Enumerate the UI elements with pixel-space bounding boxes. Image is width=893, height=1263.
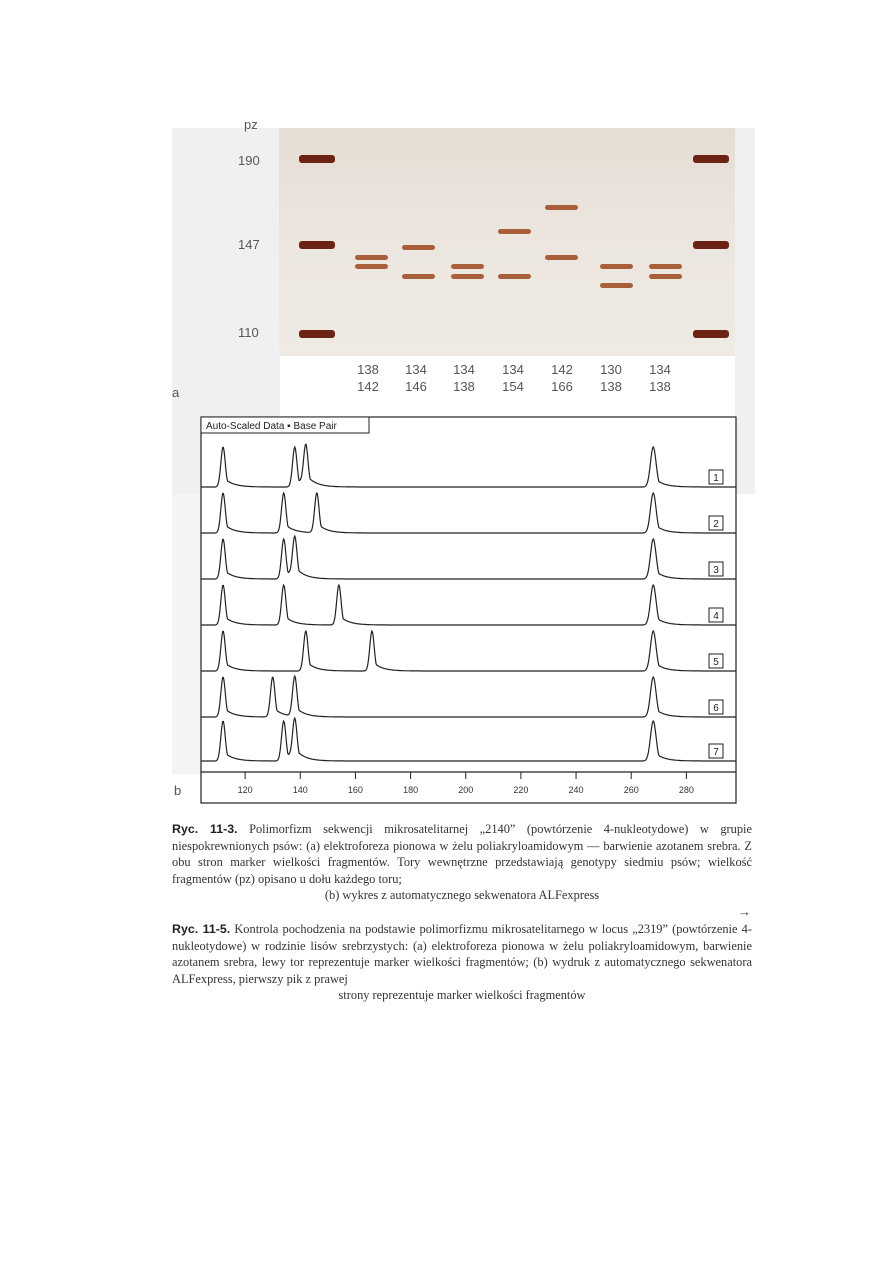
gel-image: [279, 128, 735, 356]
panel-label-a: a: [172, 385, 180, 400]
x-tick-label: 120: [237, 785, 253, 795]
sample-band: [649, 274, 682, 279]
trace-label: 3: [713, 565, 719, 576]
x-tick-label: 240: [568, 785, 584, 795]
marker-band: [299, 241, 335, 249]
lane-size-label: 134: [405, 362, 427, 377]
x-tick-label: 180: [403, 785, 419, 795]
lane-size-label: 138: [649, 379, 671, 394]
continuation-arrow: →: [738, 904, 751, 919]
caption-label: Ryc. 11-3.: [172, 822, 238, 836]
x-tick-label: 160: [347, 785, 363, 795]
marker-size-label: 190: [238, 153, 260, 168]
lane-size-label: 138: [357, 362, 379, 377]
sample-band: [600, 283, 633, 288]
sample-band: [451, 264, 484, 269]
marker-band: [299, 330, 335, 338]
marker-band: [693, 330, 729, 338]
sample-band: [649, 264, 682, 269]
electropherogram: [199, 415, 739, 805]
x-tick-label: 200: [458, 785, 474, 795]
x-tick-label: 140: [292, 785, 308, 795]
sample-band: [402, 274, 435, 279]
caption-last-line: strony reprezentuje marker wielkości fragmentów: [338, 988, 586, 1002]
gel-unit-label: pz: [244, 117, 258, 132]
lane-size-label: 154: [502, 379, 524, 394]
sample-band: [355, 264, 388, 269]
sample-band: [498, 274, 531, 279]
lane-size-label: 134: [649, 362, 671, 377]
sample-band: [451, 274, 484, 279]
lane-size-label: 146: [405, 379, 427, 394]
sample-band: [402, 245, 435, 250]
caption-text: Kontrola pochodzenia na podstawie polimorfizmu mikrosatelitarnego w locus „2319” (powtórzenie 4-nukleotydowe) w rodzinie lisów srebrzystych: (a) elektroforeza pionowa w żelu poliakryloamidowym, barwienie azotanem srebra, lewy tor reprezentuje marker wielkości fragmentów; (b) wydruk z automatycznego sekwenatora ALFexpress, pierwszy pik z prawej: [172, 922, 752, 986]
caption-label: Ryc. 11-5.: [172, 922, 231, 936]
trace-label: 4: [713, 611, 719, 622]
lane-size-label: 134: [453, 362, 475, 377]
marker-band: [693, 155, 729, 163]
caption-text: Polimorfizm sekwencji mikrosatelitarnej „2140” (powtórzenie 4-nukleotydowe) w grupie niespokrewnionych psów: (a) elektroforeza pionowa w żelu poliakryloamidowym — barwienie azotanem srebra. Z obu stron marker wielkości fragmentów. Tory wewnętrzne przedstawiają genotypy siedmiu psów; wielkość fragmentów (pz) opisano u dołu każdego toru;: [172, 822, 752, 886]
panel-label-b: b: [174, 783, 182, 798]
trace-label: 2: [713, 519, 719, 530]
marker-band: [299, 155, 335, 163]
lane-size-label: 130: [600, 362, 622, 377]
lane-size-label: 138: [453, 379, 475, 394]
lane-size-label: 142: [551, 362, 573, 377]
sample-band: [545, 255, 578, 260]
x-tick-label: 220: [513, 785, 529, 795]
legend-text: Auto-Scaled Data ▪ Base Pair: [206, 421, 337, 432]
marker-size-label: 147: [238, 237, 260, 252]
lane-size-label: 166: [551, 379, 573, 394]
trace-label: 1: [713, 473, 719, 484]
marker-size-label: 110: [238, 325, 259, 340]
sample-band: [545, 205, 578, 210]
marker-band: [693, 241, 729, 249]
caption-fig-11-3: [172, 821, 752, 904]
sample-band: [600, 264, 633, 269]
trace-label: 5: [713, 657, 719, 668]
x-tick-label: 260: [623, 785, 639, 795]
trace-label: 7: [713, 747, 719, 758]
x-tick-label: 280: [678, 785, 694, 795]
lane-size-label: 134: [502, 362, 524, 377]
lane-size-label: 142: [357, 379, 379, 394]
sample-band: [355, 255, 388, 260]
sample-band: [498, 229, 531, 234]
lane-size-label: 138: [600, 379, 622, 394]
trace-label: 6: [713, 703, 719, 714]
caption-fig-11-5: [172, 921, 752, 1004]
caption-last-line: (b) wykres z automatycznego sekwenatora ALFexpress: [324, 888, 600, 902]
